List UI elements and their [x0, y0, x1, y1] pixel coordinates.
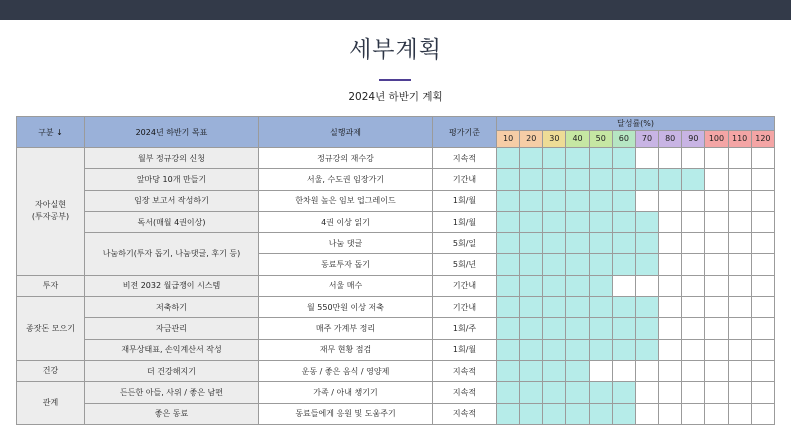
title-divider: [379, 79, 411, 81]
progress-cell-empty: [751, 360, 774, 381]
task-cell: 가족 / 아내 챙기기: [259, 382, 433, 403]
progress-cell-filled: [635, 233, 658, 254]
progress-cell-empty: [751, 339, 774, 360]
progress-cell-filled: [566, 318, 589, 339]
goal-cell: 좋은 동료: [85, 403, 259, 424]
progress-cell-filled: [520, 297, 543, 318]
progress-cell-filled: [612, 382, 635, 403]
achievement-tick: 70: [635, 130, 658, 147]
category-cell: 자아실현 (투자공부): [17, 148, 85, 276]
progress-cell-filled: [589, 211, 612, 232]
task-cell: 운동 / 좋은 음식 / 영양제: [259, 360, 433, 381]
progress-cell-filled: [612, 211, 635, 232]
progress-cell-filled: [543, 403, 566, 424]
progress-cell-empty: [705, 233, 728, 254]
progress-cell-filled: [497, 339, 520, 360]
progress-cell-filled: [589, 190, 612, 211]
progress-cell-filled: [589, 403, 612, 424]
progress-cell-empty: [635, 275, 658, 296]
progress-cell-empty: [612, 275, 635, 296]
progress-cell-empty: [705, 318, 728, 339]
achievement-tick: 100: [705, 130, 728, 147]
progress-cell-empty: [612, 360, 635, 381]
progress-cell-filled: [566, 382, 589, 403]
header-criteria: 평가기준: [433, 117, 497, 148]
table-row: [17, 190, 775, 211]
progress-cell-empty: [705, 360, 728, 381]
achievement-tick: 10: [497, 130, 520, 147]
progress-cell-empty: [659, 211, 682, 232]
progress-cell-filled: [566, 233, 589, 254]
goal-cell: 든든한 아들, 사위 / 좋은 남편: [85, 382, 259, 403]
task-cell: 정규강의 재수강: [259, 148, 433, 169]
progress-cell-filled: [497, 275, 520, 296]
table-row: [17, 169, 775, 190]
progress-cell-empty: [751, 403, 774, 424]
task-cell: 4권 이상 읽기: [259, 211, 433, 232]
progress-cell-filled: [520, 360, 543, 381]
task-cell: 한차원 높은 임보 업그레이드: [259, 190, 433, 211]
progress-cell-filled: [520, 339, 543, 360]
progress-cell-empty: [728, 148, 751, 169]
progress-cell-empty: [682, 254, 705, 275]
progress-cell-filled: [635, 169, 658, 190]
progress-cell-empty: [682, 403, 705, 424]
progress-cell-filled: [520, 211, 543, 232]
progress-cell-empty: [751, 190, 774, 211]
criteria-cell: 지속적: [433, 382, 497, 403]
progress-cell-filled: [682, 169, 705, 190]
achievement-tick: 90: [682, 130, 705, 147]
progress-cell-empty: [635, 360, 658, 381]
table-row: [17, 382, 775, 403]
table-row: [17, 360, 775, 381]
table-row: [17, 233, 775, 254]
progress-cell-empty: [705, 254, 728, 275]
goal-cell: 자금관리: [85, 318, 259, 339]
progress-cell-empty: [682, 211, 705, 232]
progress-cell-filled: [659, 169, 682, 190]
criteria-cell: 1회/월: [433, 211, 497, 232]
task-cell: 나눔 댓글: [259, 233, 433, 254]
progress-cell-filled: [520, 382, 543, 403]
criteria-cell: 기간내: [433, 275, 497, 296]
progress-cell-filled: [497, 254, 520, 275]
progress-cell-filled: [497, 360, 520, 381]
progress-cell-empty: [728, 169, 751, 190]
table-row: [17, 297, 775, 318]
progress-cell-empty: [705, 403, 728, 424]
progress-cell-empty: [659, 318, 682, 339]
progress-cell-empty: [728, 403, 751, 424]
progress-cell-filled: [497, 403, 520, 424]
progress-cell-filled: [635, 254, 658, 275]
header-goal: 2024년 하반기 목표: [85, 117, 259, 148]
progress-cell-empty: [659, 254, 682, 275]
progress-cell-filled: [566, 254, 589, 275]
progress-cell-empty: [682, 318, 705, 339]
progress-cell-empty: [659, 275, 682, 296]
task-cell: 재무 현황 점검: [259, 339, 433, 360]
criteria-cell: 기간내: [433, 169, 497, 190]
progress-cell-empty: [705, 382, 728, 403]
achievement-tick: 30: [543, 130, 566, 147]
progress-cell-empty: [659, 148, 682, 169]
progress-cell-filled: [520, 403, 543, 424]
progress-cell-empty: [751, 211, 774, 232]
goal-cell: 저축하기: [85, 297, 259, 318]
progress-cell-filled: [566, 190, 589, 211]
progress-cell-filled: [520, 233, 543, 254]
progress-cell-empty: [751, 318, 774, 339]
progress-cell-filled: [497, 318, 520, 339]
table-row: [17, 275, 775, 296]
progress-cell-empty: [659, 297, 682, 318]
progress-cell-filled: [589, 148, 612, 169]
progress-cell-filled: [497, 148, 520, 169]
goal-cell: 비전 2032 월급쟁이 시스템: [85, 275, 259, 296]
progress-cell-empty: [659, 360, 682, 381]
progress-cell-empty: [682, 233, 705, 254]
progress-cell-filled: [543, 169, 566, 190]
achievement-tick: 110: [728, 130, 751, 147]
progress-cell-filled: [566, 339, 589, 360]
plan-table: [16, 116, 775, 425]
page-title: 세부계획: [349, 37, 442, 63]
progress-cell-empty: [728, 318, 751, 339]
task-cell: 동료투자 돕기: [259, 254, 433, 275]
table-row: [17, 148, 775, 169]
category-cell: 관계: [17, 382, 85, 425]
progress-cell-empty: [635, 148, 658, 169]
goal-cell: 임장 보고서 작성하기: [85, 190, 259, 211]
achievement-tick: 40: [566, 130, 589, 147]
table-row: [17, 318, 775, 339]
progress-cell-filled: [566, 148, 589, 169]
progress-cell-empty: [635, 403, 658, 424]
progress-cell-filled: [543, 382, 566, 403]
category-cell: 투자: [17, 275, 85, 296]
progress-cell-empty: [705, 190, 728, 211]
criteria-cell: 기간내: [433, 297, 497, 318]
progress-cell-filled: [589, 254, 612, 275]
table-row: [17, 403, 775, 424]
goal-cell: 앞마당 10개 만들기: [85, 169, 259, 190]
progress-cell-empty: [728, 297, 751, 318]
progress-cell-filled: [566, 403, 589, 424]
category-cell: 건강: [17, 360, 85, 381]
progress-cell-filled: [520, 318, 543, 339]
progress-cell-filled: [497, 382, 520, 403]
progress-cell-empty: [705, 169, 728, 190]
task-cell: 서울 매수: [259, 275, 433, 296]
progress-cell-filled: [566, 169, 589, 190]
progress-cell-filled: [543, 339, 566, 360]
progress-cell-filled: [543, 211, 566, 232]
progress-cell-filled: [543, 297, 566, 318]
task-cell: 매주 가계부 정리: [259, 318, 433, 339]
progress-cell-filled: [589, 275, 612, 296]
progress-cell-filled: [612, 254, 635, 275]
progress-cell-empty: [751, 148, 774, 169]
progress-cell-filled: [543, 360, 566, 381]
progress-cell-filled: [589, 233, 612, 254]
progress-cell-filled: [612, 190, 635, 211]
progress-cell-filled: [589, 382, 612, 403]
progress-cell-empty: [659, 382, 682, 403]
progress-cell-filled: [612, 339, 635, 360]
progress-cell-filled: [589, 297, 612, 318]
progress-cell-empty: [728, 190, 751, 211]
task-cell: 월 550만원 이상 저축: [259, 297, 433, 318]
progress-cell-filled: [566, 211, 589, 232]
progress-cell-empty: [705, 297, 728, 318]
progress-cell-empty: [728, 275, 751, 296]
task-cell: 서울, 수도권 임장가기: [259, 169, 433, 190]
progress-cell-empty: [751, 233, 774, 254]
progress-cell-filled: [612, 148, 635, 169]
progress-cell-empty: [659, 339, 682, 360]
header-achievement: 달성률(%): [497, 117, 775, 131]
table-row: [17, 211, 775, 232]
progress-cell-filled: [520, 169, 543, 190]
progress-cell-filled: [543, 254, 566, 275]
progress-cell-filled: [497, 169, 520, 190]
progress-cell-filled: [566, 360, 589, 381]
progress-cell-empty: [659, 233, 682, 254]
criteria-cell: 지속적: [433, 403, 497, 424]
progress-cell-empty: [751, 275, 774, 296]
goal-cell: 나눔하기(투자 돕기, 나눔댓글, 후기 등): [85, 233, 259, 276]
progress-cell-empty: [682, 339, 705, 360]
page-subtitle: 2024년 하반기 계획: [348, 91, 443, 103]
progress-cell-filled: [589, 339, 612, 360]
progress-cell-filled: [635, 211, 658, 232]
progress-cell-empty: [705, 148, 728, 169]
goal-cell: 월부 정규강의 신청: [85, 148, 259, 169]
achievement-tick: 50: [589, 130, 612, 147]
progress-cell-filled: [612, 233, 635, 254]
progress-cell-empty: [728, 254, 751, 275]
progress-cell-filled: [520, 148, 543, 169]
progress-cell-filled: [635, 318, 658, 339]
criteria-cell: 5회/년: [433, 254, 497, 275]
progress-cell-filled: [543, 318, 566, 339]
progress-cell-filled: [589, 169, 612, 190]
progress-cell-empty: [682, 148, 705, 169]
achievement-tick: 120: [751, 130, 774, 147]
progress-cell-filled: [635, 297, 658, 318]
progress-cell-filled: [566, 297, 589, 318]
progress-cell-filled: [520, 275, 543, 296]
progress-cell-empty: [682, 190, 705, 211]
criteria-cell: 지속적: [433, 148, 497, 169]
progress-cell-filled: [497, 190, 520, 211]
progress-cell-filled: [589, 318, 612, 339]
progress-cell-filled: [635, 339, 658, 360]
criteria-cell: 1회/주: [433, 318, 497, 339]
progress-cell-filled: [497, 297, 520, 318]
progress-cell-empty: [682, 297, 705, 318]
goal-cell: 독서(매월 4권이상): [85, 211, 259, 232]
progress-cell-filled: [566, 275, 589, 296]
progress-cell-filled: [543, 275, 566, 296]
progress-cell-empty: [635, 190, 658, 211]
progress-cell-filled: [543, 190, 566, 211]
progress-cell-filled: [520, 254, 543, 275]
progress-cell-empty: [728, 360, 751, 381]
criteria-cell: 1회/월: [433, 339, 497, 360]
progress-cell-empty: [751, 169, 774, 190]
achievement-tick: 20: [520, 130, 543, 147]
criteria-cell: 1회/월: [433, 190, 497, 211]
progress-cell-empty: [682, 360, 705, 381]
header-task: 실행과제: [259, 117, 433, 148]
progress-cell-empty: [705, 339, 728, 360]
top-bar: [0, 0, 791, 20]
task-cell: 동료들에게 응원 및 도움주기: [259, 403, 433, 424]
progress-cell-empty: [659, 403, 682, 424]
progress-cell-empty: [751, 297, 774, 318]
progress-cell-filled: [612, 169, 635, 190]
progress-cell-filled: [612, 297, 635, 318]
criteria-cell: 5회/일: [433, 233, 497, 254]
goal-cell: 재무상태표, 손익계산서 작성: [85, 339, 259, 360]
progress-cell-empty: [589, 360, 612, 381]
achievement-tick: 80: [659, 130, 682, 147]
progress-cell-empty: [751, 382, 774, 403]
progress-cell-empty: [682, 275, 705, 296]
progress-cell-filled: [543, 233, 566, 254]
progress-cell-empty: [635, 382, 658, 403]
progress-cell-filled: [520, 190, 543, 211]
progress-cell-filled: [497, 233, 520, 254]
progress-cell-filled: [612, 318, 635, 339]
progress-cell-filled: [612, 403, 635, 424]
progress-cell-empty: [751, 254, 774, 275]
progress-cell-empty: [728, 382, 751, 403]
progress-cell-filled: [543, 148, 566, 169]
progress-cell-filled: [497, 211, 520, 232]
progress-cell-empty: [728, 339, 751, 360]
category-cell: 종잣돈 모으기: [17, 297, 85, 361]
progress-cell-empty: [659, 190, 682, 211]
achievement-tick: 60: [612, 130, 635, 147]
table-row: [17, 339, 775, 360]
progress-cell-empty: [705, 211, 728, 232]
header-category[interactable]: 구분 ↓: [17, 117, 85, 148]
criteria-cell: 지속적: [433, 360, 497, 381]
progress-cell-empty: [705, 275, 728, 296]
progress-cell-empty: [728, 211, 751, 232]
progress-cell-empty: [728, 233, 751, 254]
goal-cell: 더 건강해지기: [85, 360, 259, 381]
progress-cell-empty: [682, 382, 705, 403]
